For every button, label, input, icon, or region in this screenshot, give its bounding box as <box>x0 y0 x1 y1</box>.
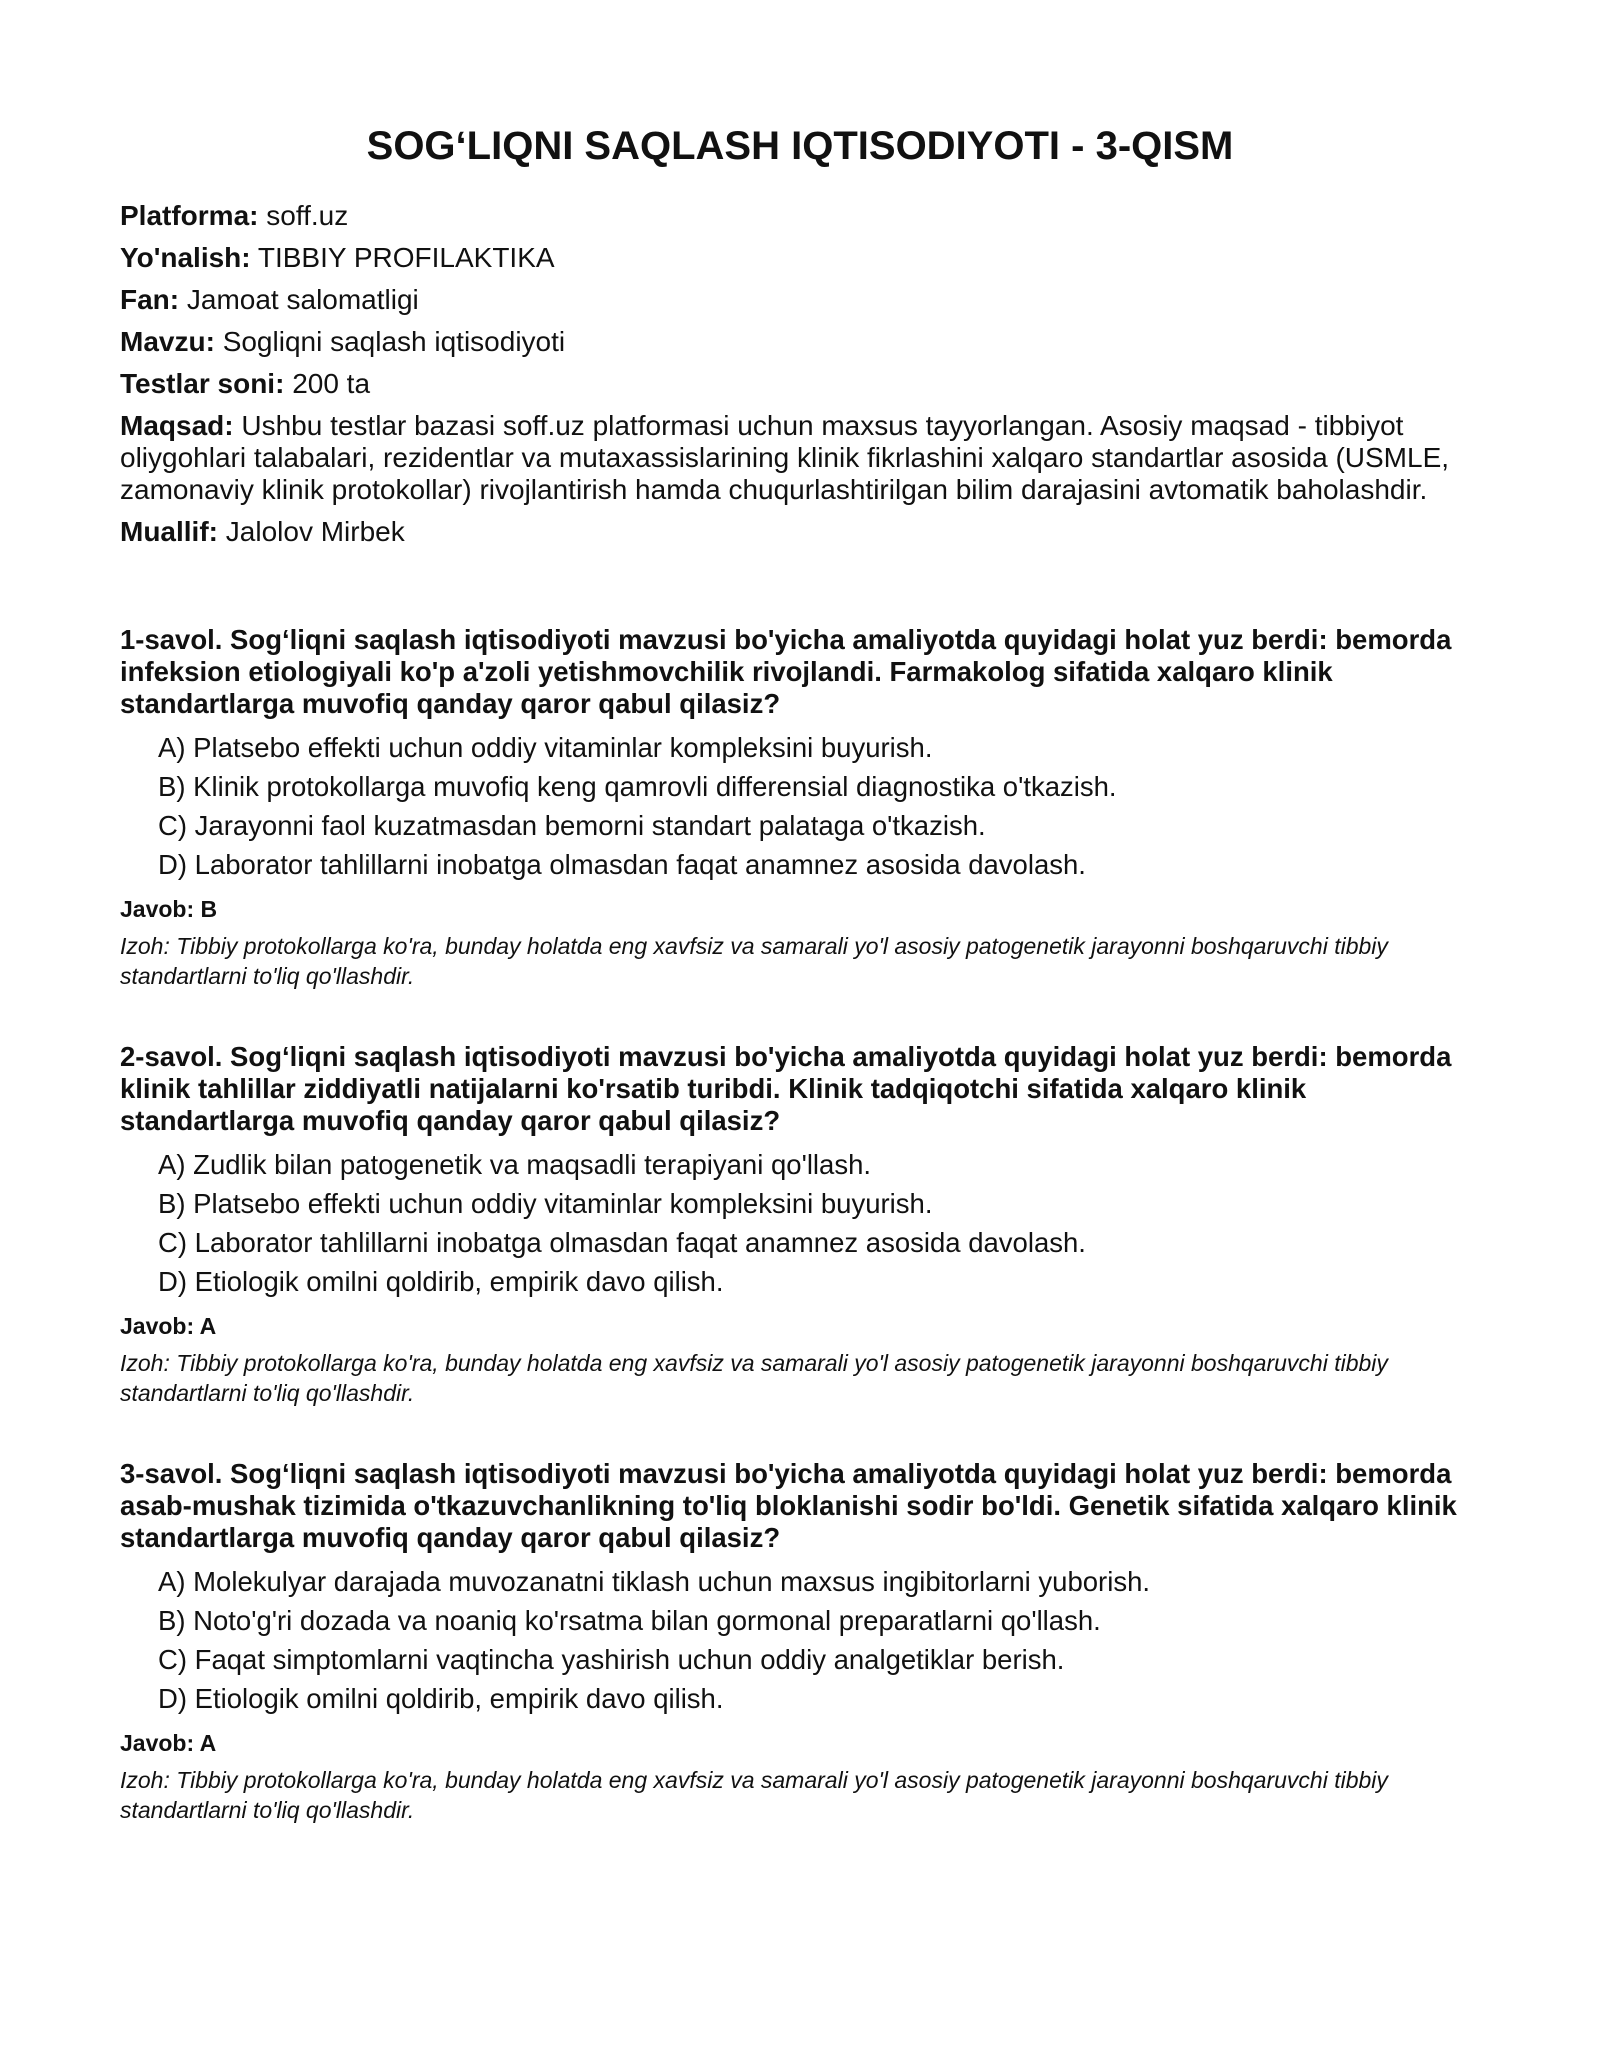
meta-label: Mavzu: <box>120 326 215 357</box>
question-2 <box>120 1041 1480 1408</box>
answer: Javob: B <box>120 896 218 922</box>
document-title: SOG‘LIQNI SAQLASH IQTISODIYOTI - 3-QISM <box>366 124 1234 168</box>
meta-yonalish <box>120 242 1480 274</box>
option-b: B) Noto'g'ri dozada va noaniq ko'rsatma bilan gormonal preparatlarni qo'llash. <box>158 1605 1101 1636</box>
meta-value: TIBBIY PROFILAKTIKA <box>257 242 555 273</box>
meta-value: Sogliqni saqlash iqtisodiyoti <box>222 326 566 357</box>
option-d: D) Laborator tahlillarni inobatga olmasdan faqat anamnez asosida davolash. <box>158 849 1086 880</box>
option-list <box>120 1149 1480 1298</box>
meta-value: Jalolov Mirbek <box>225 516 405 547</box>
option-a: A) Molekulyar darajada muvozanatni tiklash uchun maxsus ingibitorlarni yuborish. <box>158 1566 1151 1597</box>
question-text: 2-savol. Sog‘liqni saqlash iqtisodiyoti mavzusi bo'yicha amaliyotda quyidagi holat yuz berdi: bemorda klinik tahlillar ziddiyatli natijalarni ko'rsatib turibdi. Klinik tadqiqotchi sifatida xalqaro klinik standartlarga muvofiq qanday qaror qabul qilasiz? <box>120 1041 1452 1136</box>
option-a: A) Platsebo effekti uchun oddiy vitaminlar kompleksini buyurish. <box>158 732 933 763</box>
question-3 <box>120 1458 1480 1825</box>
option-d: D) Etiologik omilni qoldirib, empirik davo qilish. <box>158 1266 724 1297</box>
meta-value: Jamoat salomatligi <box>186 284 419 315</box>
document-meta <box>120 200 1480 548</box>
meta-value: Ushbu testlar bazasi soff.uz platformasi uchun maxsus tayyorlangan. Asosiy maqsad - tibbiyot oliygohlari talabalari, rezidentlar va mutaxassislarining klinik fikrlashini xalqaro standartlar asosida (USMLE, zamonaviy klinik protokollar) rivojlantirish hamda chuqurlashtirilgan bilim darajasini avtomatik baholashdir. <box>120 410 1450 505</box>
explanation-note: Izoh: Tibbiy protokollarga ko'ra, bunday holatda eng xavfsiz va samarali yo'l asosiy patogenetik jarayonni boshqaruvchi tibbiy standartlarni to'liq qo'llashdir. <box>120 933 1388 989</box>
meta-mavzu <box>120 326 1480 358</box>
meta-platforma <box>120 200 1480 232</box>
option-a: A) Zudlik bilan patogenetik va maqsadli terapiyani qo'llash. <box>158 1149 872 1180</box>
meta-label: Testlar soni: <box>120 368 285 399</box>
meta-label: Fan: <box>120 284 180 315</box>
option-c: C) Laborator tahlillarni inobatga olmasdan faqat anamnez asosida davolash. <box>158 1227 1086 1258</box>
option-list <box>120 732 1480 881</box>
option-b: B) Klinik protokollarga muvofiq keng qamrovli differensial diagnostika o'tkazish. <box>158 771 1117 802</box>
meta-label: Maqsad: <box>120 410 234 441</box>
answer: Javob: A <box>120 1313 217 1339</box>
option-c: C) Jarayonni faol kuzatmasdan bemorni standart palataga o'tkazish. <box>158 810 986 841</box>
meta-value: 200 ta <box>292 368 371 399</box>
explanation-note: Izoh: Tibbiy protokollarga ko'ra, bunday holatda eng xavfsiz va samarali yo'l asosiy patogenetik jarayonni boshqaruvchi tibbiy standartlarni to'liq qo'llashdir. <box>120 1767 1388 1823</box>
meta-label: Yo'nalish: <box>120 242 251 273</box>
meta-value: soff.uz <box>266 200 349 231</box>
meta-testlar-soni <box>120 368 1480 400</box>
option-list <box>120 1566 1480 1715</box>
question-list <box>120 624 1480 1825</box>
question-1 <box>120 624 1480 991</box>
option-b: B) Platsebo effekti uchun oddiy vitaminlar kompleksini buyurish. <box>158 1188 933 1219</box>
meta-maqsad <box>120 410 1480 506</box>
meta-muallif <box>120 516 1480 548</box>
option-c: C) Faqat simptomlarni vaqtincha yashirish uchun oddiy analgetiklar berish. <box>158 1644 1065 1675</box>
option-d: D) Etiologik omilni qoldirib, empirik davo qilish. <box>158 1683 724 1714</box>
meta-label: Platforma: <box>120 200 259 231</box>
meta-label: Muallif: <box>120 516 218 547</box>
answer: Javob: A <box>120 1730 217 1756</box>
meta-fan <box>120 284 1480 316</box>
explanation-note: Izoh: Tibbiy protokollarga ko'ra, bunday holatda eng xavfsiz va samarali yo'l asosiy patogenetik jarayonni boshqaruvchi tibbiy standartlarni to'liq qo'llashdir. <box>120 1350 1388 1406</box>
question-text: 1-savol. Sog‘liqni saqlash iqtisodiyoti mavzusi bo'yicha amaliyotda quyidagi holat yuz berdi: bemorda infeksion etiologiyali ko'p a'zoli yetishmovchilik rivojlandi. Farmakolog sifatida xalqaro klinik standartlarga muvofiq qanday qaror qabul qilasiz? <box>120 624 1452 719</box>
question-text: 3-savol. Sog‘liqni saqlash iqtisodiyoti mavzusi bo'yicha amaliyotda quyidagi holat yuz berdi: bemorda asab-mushak tizimida o'tkazuvchanlikning to'liq bloklanishi sodir bo'ldi. Genetik sifatida xalqaro klinik standartlarga muvofiq qanday qaror qabul qilasiz? <box>120 1458 1457 1553</box>
